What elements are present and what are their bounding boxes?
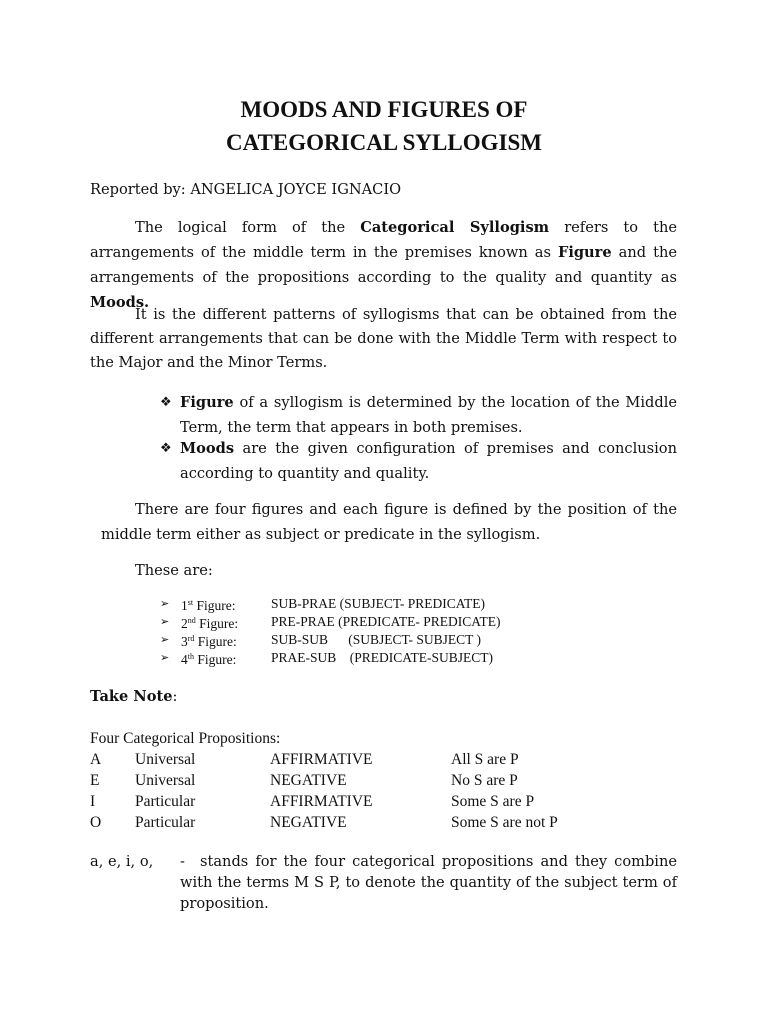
- bullet-figure-body: of a syllogism is determined by the location of the Middle Term, the term that appears in both premises.: [180, 394, 677, 436]
- figure-number: 3: [181, 633, 188, 649]
- prop-quantity: Universal: [135, 772, 196, 789]
- figure-code: SUB-PRAE (SUBJECT- PREDICATE): [271, 596, 486, 611]
- take-note-heading: [90, 684, 177, 709]
- bullet-moods-body: are the given configuration of premises and conclusion according to quantity and quality.: [180, 440, 677, 482]
- list-item: [160, 595, 501, 613]
- figure-number: 2: [181, 615, 188, 631]
- paragraph-logical-form: [90, 215, 677, 315]
- bullet-moods-text: [180, 436, 677, 486]
- para1-bold-figure: Figure: [557, 244, 612, 261]
- diamond-bullet-icon: ❖: [160, 395, 172, 410]
- para1-text-3: and the arrangements of the propositions according to the quality and quantity as: [90, 244, 677, 286]
- document-title-line-1: MOODS AND FIGURES OF: [240, 97, 528, 122]
- document-title-line-2: CATEGORICAL SYLLOGISM: [226, 130, 542, 155]
- figure-code: PRE-PRAE (PREDICATE- PREDICATE): [271, 614, 501, 629]
- figure-ordinal: st: [187, 597, 194, 607]
- figures-list: [160, 595, 501, 667]
- take-note-bold: Take Note: [90, 688, 173, 705]
- bullet-figure-bold: Figure: [180, 394, 234, 411]
- prop-form: Some S are not P: [451, 814, 558, 831]
- figure-number: 4: [181, 651, 188, 667]
- bullet-moods: [160, 436, 677, 486]
- figure-word: Figure:: [193, 597, 236, 613]
- prop-quality: AFFIRMATIVE: [270, 793, 373, 810]
- arrow-bullet-icon: ➢: [160, 598, 170, 610]
- take-note-colon: :: [172, 688, 178, 705]
- figure-word: Figure:: [195, 615, 239, 631]
- paragraph-four-figures: There are four figures and each figure is defined by the position of the middle term either as subject or predicate in the syllogism.: [101, 501, 677, 543]
- diamond-bullet-icon: ❖: [160, 441, 172, 456]
- figure-word: Figure:: [194, 633, 237, 649]
- para1-text-1: The logical form of the: [135, 219, 361, 236]
- prop-letter: I: [90, 793, 96, 810]
- aeio-label: a, e, i, o,: [90, 853, 154, 870]
- figure-word: Figure:: [193, 651, 237, 667]
- bullet-figure: [160, 390, 677, 440]
- arrow-bullet-icon: ➢: [160, 616, 170, 628]
- prop-quality: NEGATIVE: [270, 814, 347, 831]
- list-item: [160, 649, 501, 667]
- these-are-label: These are:: [135, 562, 213, 579]
- prop-quantity: Particular: [135, 814, 196, 831]
- figure-ordinal: rd: [187, 633, 195, 643]
- figure-ordinal: nd: [187, 615, 196, 625]
- aeio-description: stands for the four categorical propositions and they combine with the terms M S P, to denote the quantity of the subject term of proposition.: [180, 853, 677, 912]
- propositions-heading: Four Categorical Propositions:: [90, 730, 281, 747]
- figure-ordinal: th: [187, 651, 194, 661]
- prop-quality: AFFIRMATIVE: [270, 751, 373, 768]
- list-item: [160, 631, 501, 649]
- figure-code: SUB-SUB (SUBJECT- SUBJECT ): [271, 632, 482, 647]
- para1-text-2: refers to the arrangements of the middle term in the premises known as: [90, 219, 677, 261]
- list-item: [160, 613, 501, 631]
- arrow-bullet-icon: ➢: [160, 634, 170, 646]
- prop-form: All S are P: [451, 751, 519, 768]
- prop-quality: NEGATIVE: [270, 772, 347, 789]
- aeio-dash: -: [180, 853, 185, 870]
- prop-letter: O: [90, 814, 102, 831]
- figure-number: 1: [181, 597, 188, 613]
- para1-bold-moods: Moods.: [90, 294, 150, 311]
- reported-by: Reported by: ANGELICA JOYCE IGNACIO: [90, 181, 402, 198]
- bullet-figure-text: [180, 390, 677, 440]
- prop-letter: A: [90, 751, 102, 768]
- prop-letter: E: [90, 772, 100, 789]
- prop-form: No S are P: [451, 772, 518, 789]
- figure-label: [181, 648, 271, 669]
- arrow-bullet-icon: ➢: [160, 652, 170, 664]
- prop-quantity: Universal: [135, 751, 196, 768]
- para1-bold-categorical-syllogism: Categorical Syllogism: [360, 219, 550, 236]
- bullet-moods-bold: Moods: [180, 440, 235, 457]
- prop-quantity: Particular: [135, 793, 196, 810]
- paragraph-patterns: It is the different patterns of syllogisms that can be obtained from the different arrangements that can be done with the Middle Term with respect to the Major and the Minor Terms.: [90, 306, 677, 371]
- figure-code: PRAE-SUB (PREDICATE-SUBJECT): [271, 650, 494, 665]
- prop-form: Some S are P: [451, 793, 535, 810]
